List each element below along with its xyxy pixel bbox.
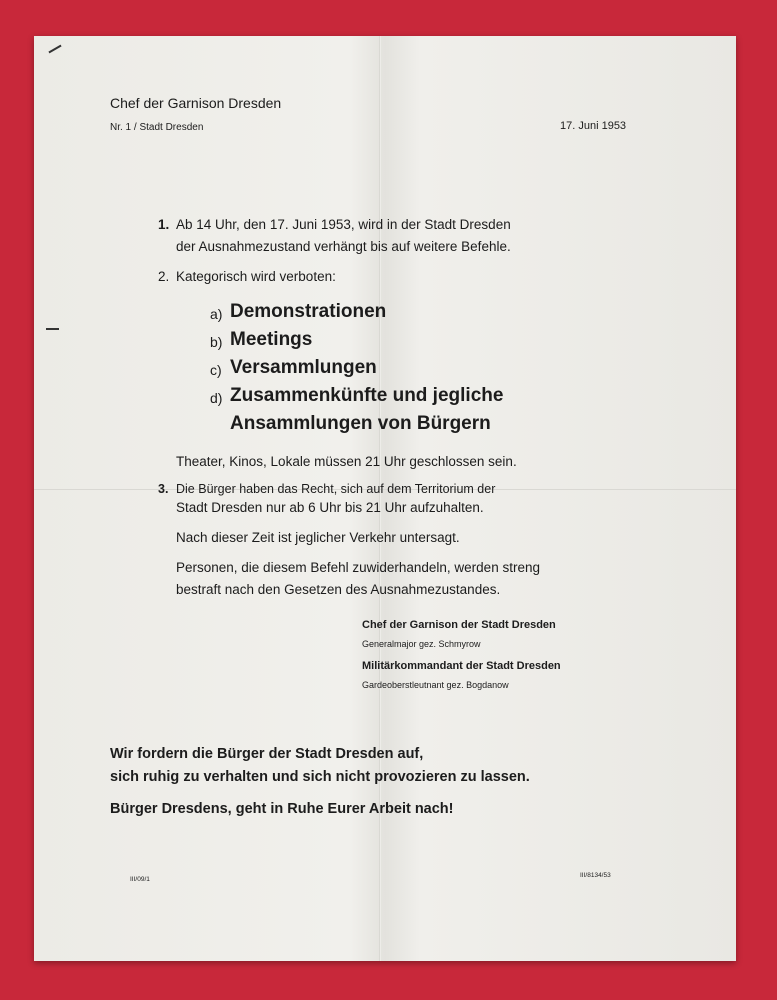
item-d-text: Zusammenkünfte und jegliche (230, 385, 504, 406)
appeal-line1: Wir fordern die Bürger der Stadt Dresden auf, (110, 746, 424, 762)
appeal-line3: Bürger Dresdens, geht in Ruhe Eurer Arbeit nach! (110, 801, 454, 817)
ink-mark (46, 328, 59, 330)
section3-traffic: Nach dieser Zeit ist jeglicher Verkehr untersagt. (176, 530, 460, 545)
signature2-name: Gardeoberstleutnant gez. Bogdanow (362, 680, 509, 690)
signature1-name: Generalmajor gez. Schmyrow (362, 639, 481, 649)
vertical-fold-line (379, 36, 381, 961)
theater-notice: Theater, Kinos, Lokale müssen 21 Uhr geschlossen sein. (176, 454, 517, 469)
poster-sheet (34, 36, 736, 961)
signature1-title: Chef der Garnison der Stadt Dresden (362, 619, 556, 631)
ink-mark (48, 45, 61, 54)
section3-line2: Stadt Dresden nur ab 6 Uhr bis 21 Uhr aufzuhalten. (176, 500, 484, 515)
item-d-letter: d) (210, 390, 223, 406)
item-b-letter: b) (210, 334, 223, 350)
section1-number: 1. (158, 217, 170, 232)
item-b-text: Meetings (230, 329, 313, 350)
header-number: Nr. 1 / Stadt Dresden (110, 122, 204, 133)
section1-line2: der Ausnahmezustand verhängt bis auf weitere Befehle. (176, 239, 511, 254)
section3-line1: Die Bürger haben das Recht, sich auf dem Territorium der (176, 482, 496, 496)
signature2-title: Militärkommandant der Stadt Dresden (362, 660, 561, 672)
item-a-letter: a) (210, 306, 223, 322)
section2-intro: Kategorisch wird verboten: (176, 269, 336, 284)
header-date: 17. Juni 1953 (560, 120, 627, 132)
section2-number: 2. (158, 269, 170, 284)
footer-right-reference: III/8134/53 (580, 872, 611, 879)
section1-line1: Ab 14 Uhr, den 17. Juni 1953, wird in der Stadt Dresden (176, 217, 511, 232)
item-a-text: Demonstrationen (230, 301, 387, 322)
item-d-continuation: Ansammlungen von Bürgern (230, 413, 491, 434)
appeal-line2: sich ruhig zu verhalten und sich nicht provozieren zu lassen. (110, 769, 530, 785)
section3-penalty-line2: bestraft nach den Gesetzen des Ausnahmezustandes. (176, 582, 501, 597)
section3-penalty-line1: Personen, die diesem Befehl zuwiderhandeln, werden streng (176, 560, 540, 575)
footer-left-reference: III/09/1 (130, 876, 150, 883)
item-c-text: Versammlungen (230, 357, 377, 378)
header-title: Chef der Garnison Dresden (110, 95, 282, 111)
section3-number: 3. (158, 482, 169, 496)
item-c-letter: c) (210, 362, 222, 378)
